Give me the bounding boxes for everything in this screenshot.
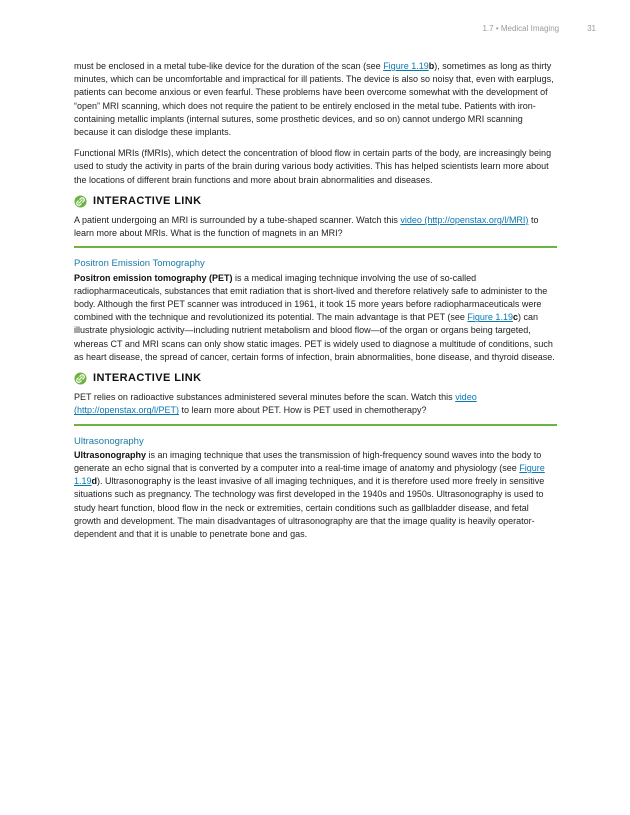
- running-header-section: 1.7 • Medical Imaging: [482, 24, 560, 33]
- page-content: [74, 60, 557, 549]
- ultra-text-1: is an imaging technique that uses the transmission of high-frequency sound waves into the body to generate an echo signal that is converted by a computer into a real-time image of anatomy and physiology (see: [74, 449, 542, 474]
- pet-term: Positron emission tomography (PET): [74, 272, 233, 283]
- interactive-link-title: INTERACTIVE LINK: [93, 194, 202, 207]
- link-icon: [74, 372, 87, 385]
- pet-text-2: ) can illustrate physiologic activity—including nutrient metabolism and blood flow—of the organ or organs being targeted, whereas CT and MRI scans can only show static images. PET is widely used to diagnose a multitude of conditions, such as heart disease, the spread of cancer, certain forms of infection, brain abnormalities, bone disease, and thyroid disease.: [74, 312, 555, 362]
- figure-letter: d: [91, 476, 98, 487]
- interactive-link-title: INTERACTIVE LINK: [93, 372, 202, 385]
- link-icon: [74, 195, 87, 208]
- interactive-text-2: to learn more about PET. How is PET used in chemotherapy?: [179, 405, 427, 416]
- section-divider: [74, 424, 557, 426]
- mri-text-1: must be enclosed in a metal tube-like device for the duration of the scan (see: [74, 61, 384, 71]
- ultrasonography-paragraph: [74, 449, 557, 541]
- pet-video-link[interactable]: video (http://openstax.org/l/PET): [74, 392, 477, 416]
- interactive-text-1: PET relies on radioactive substances administered several minutes before the scan. Watch this: [74, 392, 456, 403]
- running-header: [482, 24, 596, 33]
- figure-1-19-link[interactable]: Figure 1.19: [383, 61, 429, 71]
- interactive-link-text: [74, 214, 557, 240]
- figure-1-19-link[interactable]: Figure 1.19: [467, 312, 513, 323]
- pet-text-1: is a medical imaging technique involving the use of so-called radiopharmaceuticals, substances that emit radiation that is short-lived and therefore relatively safe to administer to the body. Although the first PET scanner was introduced in 1961, it took 15 more years before radiopharmaceuticals were combined with the technique and revolutionized its potential. The main advantage is that PET (see: [74, 272, 548, 323]
- interactive-link-header: [74, 372, 557, 385]
- ultrasonography-term: Ultrasonography: [74, 449, 147, 460]
- page-number: 31: [587, 24, 596, 33]
- figure-letter: b: [428, 61, 435, 71]
- mri-video-link[interactable]: video (http://openstax.org/l/MRI): [400, 215, 529, 226]
- ultra-text-2: ). Ultrasonography is the least invasive of all imaging techniques, and it is therefore used more freely in sensitive situations such as pregnancy. The technology was first developed in the 1940s and 1950s. Ultrasonography is used to study heart function, blood flow in the neck or extremities, certain conditions such as gallbladder disease, and fetal growth and development. The main disadvantages of ultrasonography are that the image quality is heavily operator-dependent and that it is unable to penetrate bone and gas.: [74, 476, 545, 540]
- figure-letter: c: [512, 312, 518, 323]
- pet-paragraph: [74, 272, 557, 364]
- ultrasonography-section-heading: Ultrasonography: [74, 435, 144, 447]
- mri-text-2: ), sometimes as long as thirty minutes, which can be uncomfortable and impractical for ill patients. The device is also so noisy that, even with earplugs, patients can become anxious or even fearful. These problems have been overcome somewhat with the development of “open” MRI scanning, which does not require the patient to be entirely enclosed in the metal tube. Patients with iron-containing metallic implants (internal sutures, some prosthetic devices, and so on) cannot undergo MRI scanning because it can dislodge these implants.: [74, 61, 554, 138]
- interactive-link-text: [74, 391, 557, 417]
- mri-paragraph: [74, 60, 557, 139]
- section-divider: [74, 246, 557, 248]
- fmri-paragraph: Functional MRIs (fMRIs), which detect the concentration of blood flow in certain parts of the body, are increasingly being used to study the activity in parts of the brain during various body activities. This has helped scientists learn more about the locations of different brain functions and more about brain abnormalities and diseases.: [74, 148, 552, 185]
- figure-1-19-link[interactable]: Figure 1.19: [74, 463, 545, 487]
- pet-section-heading: Positron Emission Tomography: [74, 258, 205, 270]
- interactive-text-1: A patient undergoing an MRI is surrounded by a tube-shaped scanner. Watch this: [74, 215, 401, 226]
- interactive-link-header: [74, 195, 557, 208]
- interactive-text-2: to learn more about MRIs. What is the function of magnets in an MRI?: [74, 215, 539, 239]
